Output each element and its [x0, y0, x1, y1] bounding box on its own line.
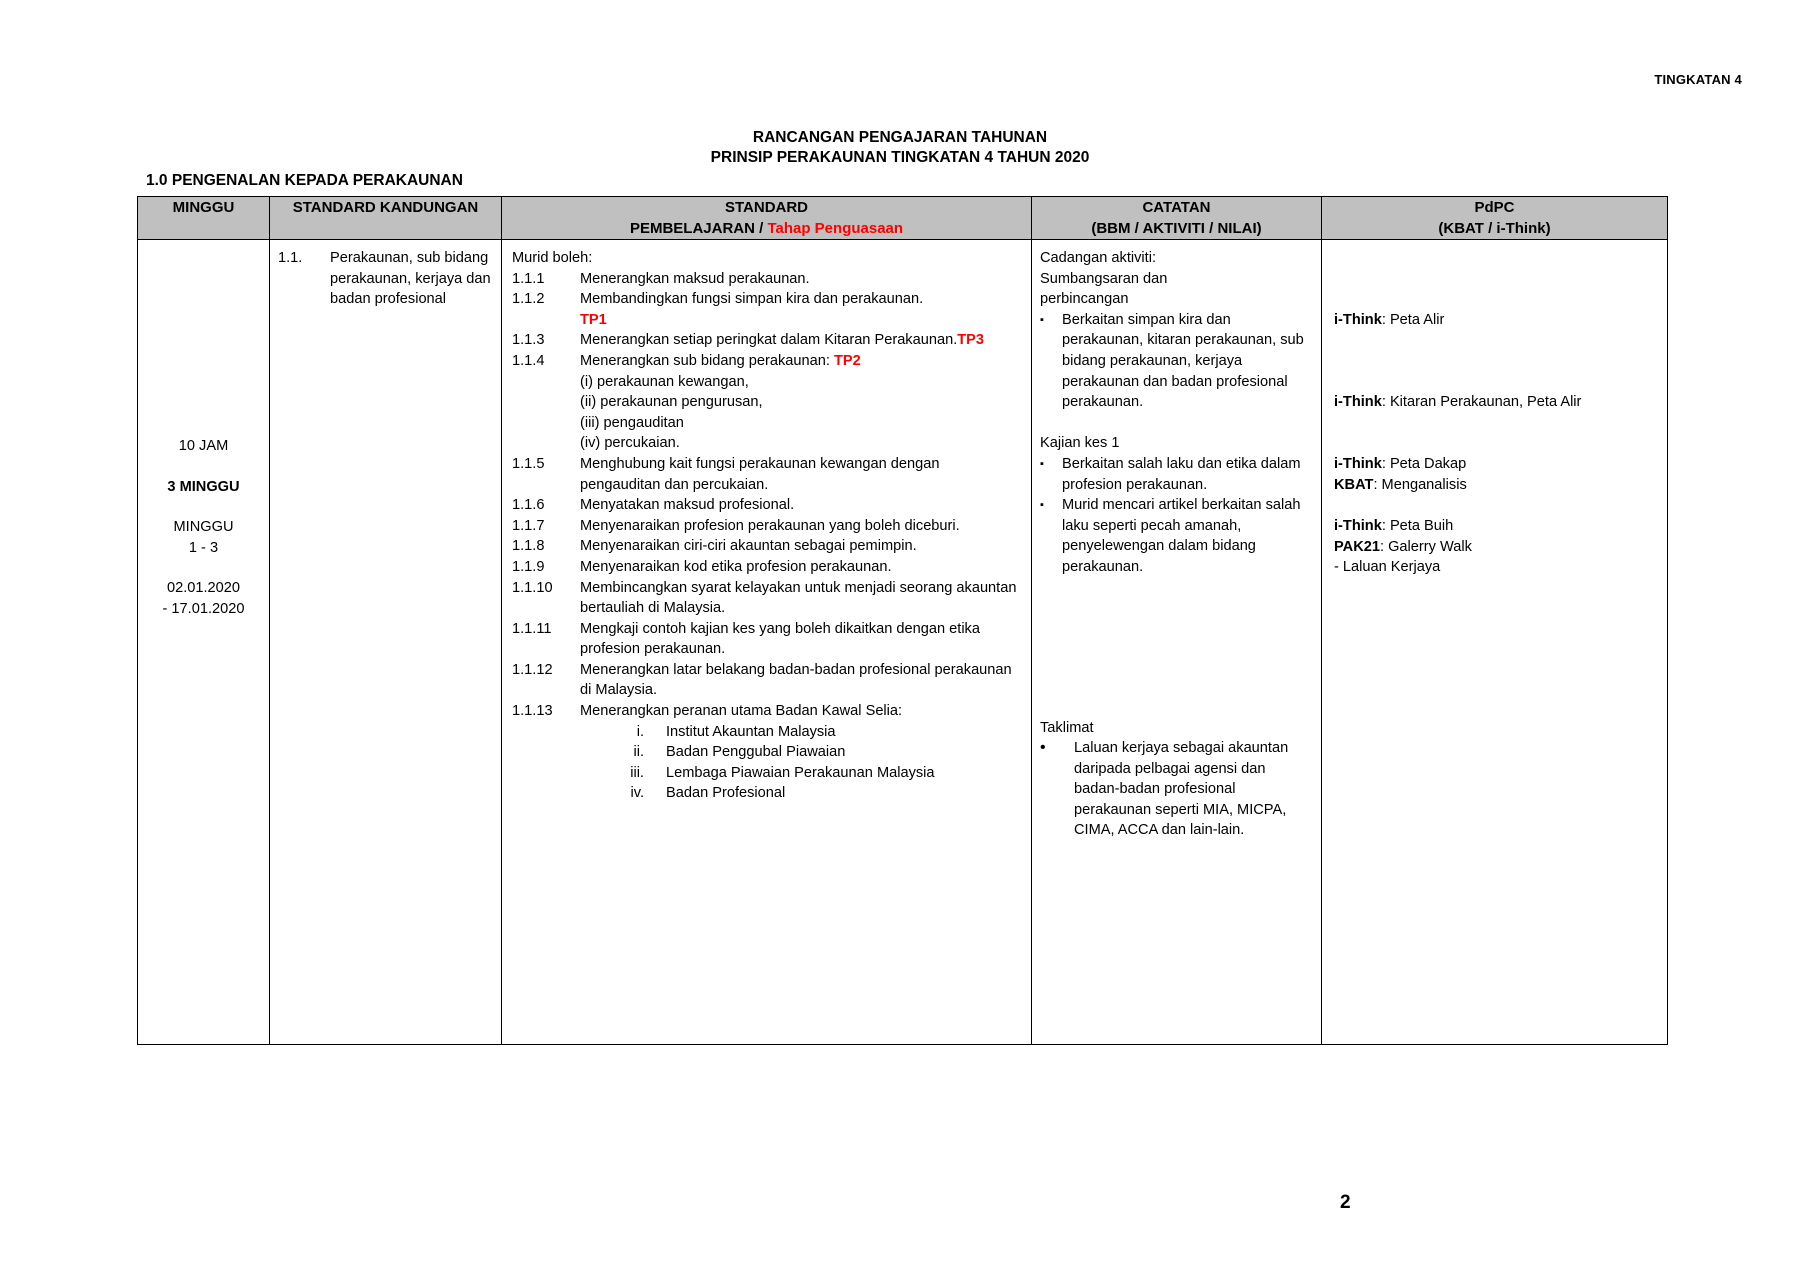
ls-text-main: Menerangkan sub bidang perakaunan: [580, 352, 834, 369]
minggu-count: 3 MINGGU [167, 478, 240, 495]
tp-badge: TP3 [957, 332, 985, 349]
ls-subitem: (i) perakaunan kewangan, [580, 373, 749, 390]
ls-number: 1.1.8 [512, 538, 545, 555]
sp-label-black: PEMBELAJARAN / [629, 220, 768, 237]
ls-number: 1.1.1 [512, 270, 545, 287]
ls-text: Menghubung kait fungsi perakaunan kewangan dengan pengauditan dan percukaian. [580, 455, 940, 493]
standard-kandungan-text: Perakaunan, sub bidang perakaunan, kerjaya dan badan profesional [330, 250, 491, 308]
catatan-bullet-item [1040, 495, 1313, 577]
roman-text: Institut Akauntan Malaysia [666, 723, 836, 740]
pdpc-line [1334, 516, 1659, 537]
sp-label-red: Tahap Penguasaan [767, 220, 904, 237]
pdpc-value: : Peta Buih [1381, 517, 1454, 534]
column-header-catatan-line2: (BBM / AKTIVITI / NILAI) [1091, 220, 1262, 237]
ls-text: Menyenaraikan profesion perakaunan yang boleh diceburi. [580, 517, 960, 534]
learning-standard-item [512, 701, 1023, 722]
minggu-spacer-3 [138, 558, 269, 578]
learning-standard-item [512, 454, 1023, 495]
ls-number: 1.1.6 [512, 497, 545, 514]
pdpc-spacer-6 [1334, 495, 1659, 516]
cell-standard-pembelajaran [502, 240, 1032, 1045]
catatan-kajian-label: Kajian kes 1 [1040, 435, 1120, 452]
ls-text [580, 351, 1023, 454]
minggu-label: MINGGU [173, 519, 234, 536]
pdpc-label: i-Think [1334, 517, 1382, 534]
ls-text: Menerangkan maksud perakaunan. [580, 270, 810, 287]
pdpc-label: i-Think [1334, 456, 1382, 473]
pdpc-line [1334, 537, 1659, 558]
tp-badge: TP2 [833, 352, 861, 369]
pdpc-block-3 [1334, 454, 1659, 495]
roman-text: Lembaga Piawaian Perakaunan Malaysia [666, 764, 935, 781]
ls-roman-item [598, 783, 1023, 804]
minggu-range: 1 - 3 [188, 539, 219, 556]
ls-subitem: (ii) perakaunan pengurusan, [580, 394, 763, 411]
learning-standard-item [512, 557, 1023, 578]
catatan-bullet-text: Murid mencari artikel berkaitan salah laku seperti pecah amanah, penyelewengan dalam bidang perakaunan. [1062, 497, 1301, 575]
section-heading: 1.0 PENGENALAN KEPADA PERAKAUNAN [146, 172, 463, 189]
pdpc-value: : Menganalisis [1373, 476, 1467, 493]
cell-catatan [1032, 240, 1322, 1045]
pdpc-value: : Peta Dakap [1381, 456, 1467, 473]
document-title-line2: PRINSIP PERAKAUNAN TINGKATAN 4 TAHUN 2020 [710, 149, 1090, 166]
ls-roman-item [598, 763, 1023, 784]
document-title [0, 128, 1800, 168]
ls-number: 1.1.3 [512, 332, 545, 349]
catatan-cadangan-line3: perbincangan [1040, 291, 1129, 308]
pdpc-block-4 [1334, 516, 1659, 578]
ls-subitem: (iii) pengauditan [580, 414, 684, 431]
ls-subitem: (iv) percukaian. [580, 435, 680, 452]
learning-standard-item [512, 289, 1023, 330]
column-header-sp-line2 [502, 218, 1031, 239]
catatan-bullet-text: Berkaitan salah laku dan etika dalam profesion perakaunan. [1062, 455, 1301, 493]
pdpc-line: - Laluan Kerjaya [1334, 559, 1441, 576]
catatan-cadangan-label: Cadangan aktiviti: [1040, 250, 1157, 266]
catatan-bullet-item [1040, 454, 1313, 495]
roman-number: iii. [630, 764, 644, 781]
catatan-bullet-text: Berkaitan simpan kira dan perakaunan, kitaran perakaunan, sub bidang perakaunan, kerjaya perakaunan dan badan profesional perakaunan. [1062, 311, 1304, 411]
ls-text: Mengkaji contoh kajian kes yang boleh dikaitkan dengan etika profesion perakaunan. [580, 620, 980, 658]
pdpc-line [1334, 310, 1659, 331]
roman-number: ii. [633, 744, 644, 761]
pdpc-value: : Peta Alir [1381, 312, 1445, 328]
catatan-bullet-item [1040, 310, 1313, 413]
ls-text: Menyenaraikan kod etika profesion perakaunan. [580, 558, 892, 575]
catatan-cadangan-line2: Sumbangsaran dan [1040, 270, 1168, 287]
document-title-line1: RANCANGAN PENGAJARAN TAHUNAN [752, 129, 1048, 146]
pdpc-line [1334, 392, 1659, 413]
square-bullet-icon: ▪ [1040, 313, 1044, 326]
ls-number: 1.1.13 [512, 703, 553, 720]
catatan-spacer-2 [1040, 578, 1313, 718]
pdpc-label: PAK21 [1334, 538, 1380, 555]
round-bullet-icon: • [1040, 739, 1046, 757]
roman-number: iv. [630, 785, 644, 802]
ls-number: 1.1.9 [512, 558, 545, 575]
column-header-sp-line1: STANDARD [724, 199, 809, 216]
page-number: 2 [1340, 1192, 1351, 1213]
pdpc-spacer-4 [1334, 413, 1659, 434]
learning-standard-item [512, 516, 1023, 537]
column-header-pdpc-line1: PdPC [1474, 199, 1515, 216]
roman-text: Badan Profesional [666, 785, 786, 802]
pdpc-block-2 [1334, 392, 1659, 413]
standard-kandungan-number: 1.1. [278, 250, 303, 266]
pdpc-block-1 [1334, 310, 1659, 331]
ls-number: 1.1.5 [512, 455, 545, 472]
pdpc-label: i-Think [1334, 394, 1382, 411]
minggu-spacer-1 [138, 457, 269, 477]
minggu-jam: 10 JAM [178, 438, 229, 454]
pdpc-spacer-1 [1334, 331, 1659, 352]
ls-number: 1.1.7 [512, 517, 545, 534]
minggu-date-start: 02.01.2020 [166, 580, 241, 597]
learning-standard-item [512, 660, 1023, 701]
learning-standard-item [512, 330, 1023, 351]
cell-minggu [138, 240, 270, 1045]
roman-text: Badan Penggubal Piawaian [666, 744, 846, 761]
cell-standard-kandungan [270, 240, 502, 1045]
column-header-catatan [1032, 197, 1322, 240]
pdpc-spacer-2 [1334, 351, 1659, 372]
table-row [138, 240, 1668, 1045]
minggu-date-end: - 17.01.2020 [162, 600, 245, 617]
table-header-row [138, 197, 1668, 240]
learning-standard-item [512, 578, 1023, 619]
square-bullet-icon: ▪ [1040, 457, 1044, 470]
ls-text: Menerangkan peranan utama Badan Kawal Selia: [580, 703, 903, 720]
column-header-catatan-line1: CATATAN [1142, 199, 1211, 216]
ls-number: 1.1.2 [512, 291, 545, 308]
ls-roman-item [598, 722, 1023, 743]
learning-standard-item [512, 536, 1023, 557]
pdpc-top-spacer [1334, 248, 1659, 310]
column-header-pdpc [1322, 197, 1668, 240]
ls-text [580, 289, 1023, 330]
ls-number: 1.1.11 [512, 620, 552, 637]
pdpc-value: : Kitaran Perakaunan, Peta Alir [1381, 394, 1582, 411]
ls-number: 1.1.10 [512, 579, 553, 596]
pdpc-spacer-5 [1334, 434, 1659, 455]
ls-text: Membincangkan syarat kelayakan untuk menjadi seorang akauntan bertauliah di Malaysia. [580, 579, 1017, 617]
pembelajaran-intro: Murid boleh: [512, 250, 593, 266]
pdpc-spacer-3 [1334, 372, 1659, 393]
ls-number: 1.1.12 [512, 661, 553, 678]
pdpc-label: KBAT [1334, 476, 1374, 493]
yearly-teaching-plan-table [137, 196, 1668, 1045]
pdpc-line [1334, 475, 1659, 496]
minggu-spacer-2 [138, 497, 269, 517]
ls-text: Menerangkan latar belakang badan-badan profesional perakaunan di Malaysia. [580, 661, 1012, 699]
ls-text: Menyatakan maksud profesional. [580, 497, 795, 514]
column-header-minggu: MINGGU [138, 197, 270, 240]
learning-standard-item [512, 351, 1023, 454]
standard-kandungan-item [278, 248, 495, 310]
catatan-taklimat-label: Taklimat [1040, 719, 1094, 736]
column-header-standard-kandungan: STANDARD KANDUNGAN [270, 197, 502, 240]
form-level-label: TINGKATAN 4 [1654, 72, 1742, 87]
cell-bottom-spacer [512, 804, 1023, 1044]
ls-text-main: Membandingkan fungsi simpan kira dan perakaunan. [580, 291, 924, 308]
catatan-bullet-item [1040, 738, 1313, 841]
square-bullet-icon: ▪ [1040, 499, 1044, 512]
column-header-standard-pembelajaran [502, 197, 1032, 240]
learning-standard-item [512, 619, 1023, 660]
ls-text [580, 330, 1023, 351]
pdpc-label: i-Think [1334, 312, 1382, 328]
learning-standard-item [512, 269, 1023, 290]
pdpc-line [1334, 454, 1659, 475]
pdpc-value: : Galerry Walk [1379, 538, 1472, 555]
cell-pdpc [1322, 240, 1668, 1045]
ls-text: Menyenaraikan ciri-ciri akauntan sebagai pemimpin. [580, 538, 917, 555]
roman-number: i. [636, 723, 644, 740]
ls-text-main: Menerangkan setiap peringkat dalam Kitaran Perakaunan. [580, 332, 958, 349]
ls-roman-item [598, 742, 1023, 763]
column-header-pdpc-line2: (KBAT / i-Think) [1438, 220, 1551, 237]
learning-standard-item [512, 495, 1023, 516]
catatan-spacer-1 [1040, 413, 1313, 434]
tp-badge: TP1 [580, 311, 607, 328]
ls-number: 1.1.4 [512, 352, 545, 369]
catatan-bullet-text: Laluan kerjaya sebagai akauntan daripada pelbagai agensi dan badan-badan profesional perakaunan seperti MIA, MICPA, CIMA, ACCA dan lain-lain. [1074, 740, 1289, 839]
